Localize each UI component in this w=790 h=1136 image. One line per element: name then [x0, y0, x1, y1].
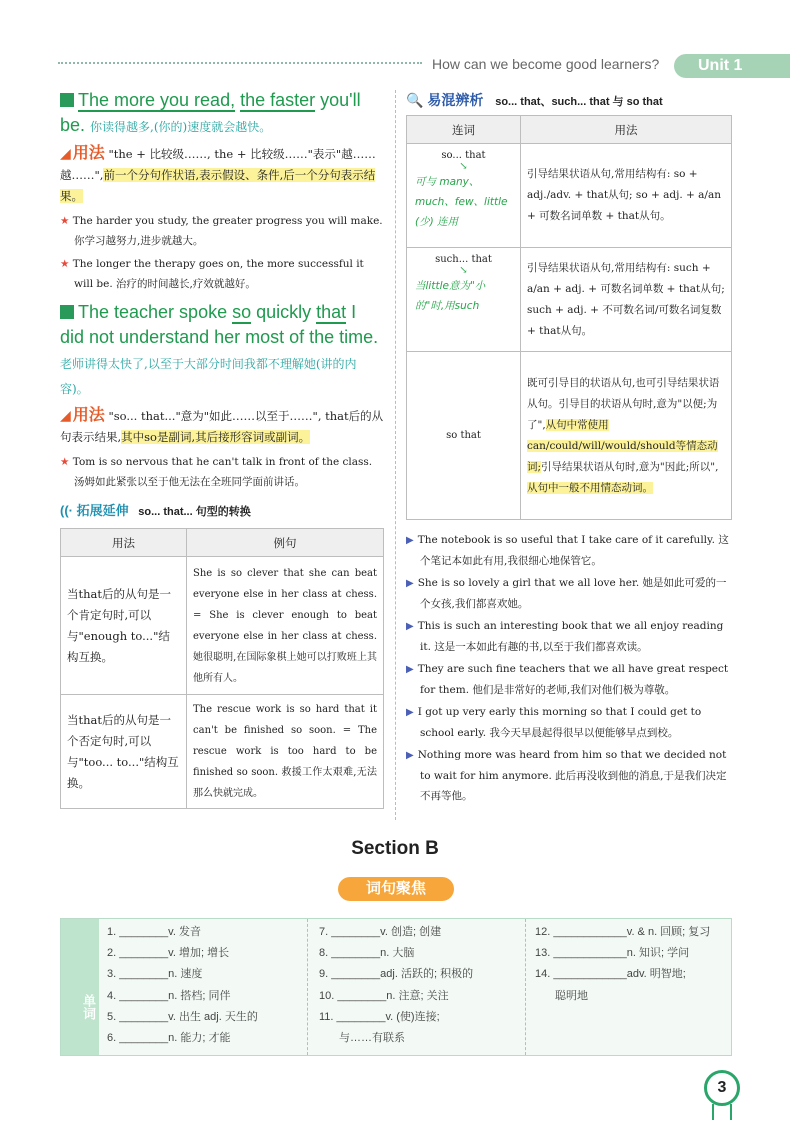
- example-item: ▶ She is so lovely a girl that we all love her. 她是如此可爱的一个女孩,我们都喜欢她。: [406, 577, 727, 610]
- table-row: so... that ↘ 可与 many、much、few、little (少) 连用 引导结果状语从句,常用结构有: so + adj./adv. + that从句; so + adj. + a/an + 可数名词单数 + that从句。: [407, 144, 732, 248]
- vocab-column-2: [319, 922, 473, 1049]
- wifi-icon: ((·: [60, 503, 73, 518]
- example-item: ▶ This is such an interesting book that we all enjoy reading it. 这是一本如此有趣的书,以至于我们都喜欢读。: [406, 620, 724, 653]
- vocab-item: 6. ________n. 能力; 才能: [107, 1031, 231, 1044]
- handwritten-note: 当little意为"小的"时,用such: [415, 280, 486, 312]
- arrow-icon: ↘: [459, 265, 468, 276]
- vocab-item: 5. ________v. 出生 adj. 天生的: [107, 1010, 258, 1023]
- example-3: ★ Tom is so nervous that he can't talk in front of the class. 汤姆如此紧张以至于他无法在全班同学面前讲话。: [60, 456, 373, 488]
- vocab-item: 7. ________v. 创造; 创建: [319, 926, 442, 938]
- extension-heading: ((· 拓展延伸 so... that... 句型的转换: [60, 503, 251, 518]
- page-number: 3: [717, 1079, 727, 1096]
- vocab-divider: [525, 919, 526, 1055]
- vocab-item: 1. ________v. 发音: [107, 926, 201, 938]
- vocab-item: 14. ____________adv. 明智地;: [535, 968, 686, 981]
- usage-note-2: ◢ 用法 "so... that..."意为"如此……以至于……", that后的从句表示结果,其中so是副词,其后接形容词或副词。: [60, 407, 384, 444]
- vocab-item: 聪明地: [555, 989, 588, 1002]
- section-title: Section B: [351, 838, 439, 859]
- vocab-item: 12. ____________v. & n. 回顾; 复习: [535, 926, 711, 938]
- unit-tab: Unit 1: [674, 54, 790, 78]
- magnifier-icon: 🔍: [406, 92, 424, 108]
- arrow-icon: ↘: [459, 161, 468, 172]
- star-icon: ★: [60, 258, 70, 270]
- vocab-item: 10. ________n. 注意; 关注: [319, 989, 449, 1002]
- table-header: 用法: [61, 529, 187, 557]
- star-icon: ★: [60, 215, 70, 227]
- table-header: 用法: [521, 116, 732, 144]
- handwritten-note: 可与 many、much、few、little (少) 连用: [415, 176, 508, 228]
- example-item: ▶ The notebook is so useful that I take care of it carefully. 这个笔记本如此有用,我很细心地保管它。: [406, 534, 729, 567]
- vocab-column-3: [535, 922, 710, 1007]
- vocab-item: 2. ________v. 增加; 增长: [107, 947, 230, 960]
- vocab-item: 4. ________n. 搭档; 同伴: [107, 989, 231, 1002]
- vocab-item: 13. ____________n. 知识; 学问: [535, 947, 690, 960]
- example-1: ★ The harder you study, the greater progress you will make. 你学习越努力,进步就越大。: [60, 215, 383, 247]
- table-row: 当that后的从句是一个肯定句时,可以与"enough to..."结构互换。 She is so clever that she can beat everyone else in her class at chess. = She is clever enough to beat everyone else in her class at chess. 她很聪明,在国际象棋上她可以打败班上其他所有人。: [61, 557, 384, 695]
- vocab-item: 8. ________n. 大脑: [319, 947, 415, 960]
- usage-note-1: ◢ 用法 "the + 比较级……, the + 比较级……"表示"越……越……",前一个分句作状语,表示假设、条件,后一个分句表示结果。: [60, 145, 376, 203]
- vocab-box: [60, 918, 732, 1056]
- heading-translation: 你读得越多,(你的)速度就会越快。: [90, 120, 272, 134]
- extension-table: [60, 528, 384, 809]
- header-title: How can we become good learners?: [432, 56, 660, 72]
- square-bullet-icon: [60, 93, 74, 107]
- table-header: 连词: [407, 116, 521, 144]
- table-row: such... that ↘ 当little意为"小的"时,用such 引导结果状语从句,常用结构有: such + a/an + adj. + 可数名词单数 + that从句; such + adj. + 不可数名词/可数名词复数 + that从句。: [407, 248, 732, 352]
- confuse-heading: 🔍 易混辨析 so... that、such... that 与 so that: [406, 92, 663, 108]
- confuse-table: [406, 115, 732, 520]
- vocab-column-1: [107, 922, 258, 1049]
- vocab-item: 9. ________adj. 活跃的; 积极的: [319, 968, 474, 981]
- heading-translation: 老师讲得太快了,以至于大部分时间我都不理解她(讲的内容)。: [60, 357, 357, 396]
- vocab-item: 11. ________v. (使)连接;: [319, 1010, 440, 1023]
- triangle-bullet-icon: ▶: [406, 535, 414, 546]
- example-item: ▶ Nothing more was heard from him so that we decided not to wait for him anymore. 此后再没收到他的消息,于是我们决定不再等他。: [406, 749, 727, 802]
- triangle-bullet-icon: ▶: [406, 750, 414, 761]
- header-dotted-rule: [58, 62, 422, 64]
- left-column: [60, 88, 384, 519]
- column-divider: [395, 90, 396, 820]
- page-number-badge: [704, 1070, 740, 1106]
- star-icon: ★: [60, 456, 70, 468]
- example-2: ★ The longer the therapy goes on, the more successful it will be. 治疗的时间越长,疗效就越好。: [60, 258, 364, 290]
- triangle-bullet-icon: ▶: [406, 621, 414, 632]
- table-header: 例句: [187, 529, 384, 557]
- vocab-item: 与……有联系: [339, 1031, 405, 1044]
- square-bullet-icon: [60, 305, 74, 319]
- triangle-bullet-icon: ▶: [406, 578, 414, 589]
- vocab-item: 3. ________n. 速度: [107, 968, 203, 981]
- heading-the-more: The more you read, the faster you'll be. 你读得越多,(你的)速度就会越快。: [60, 90, 361, 135]
- right-examples: [406, 530, 732, 808]
- example-item: ▶ I got up very early this morning so that I could get to school early. 我今天早晨起得很早以便能够早点到校。: [406, 706, 702, 739]
- vocab-divider: [307, 919, 308, 1055]
- pen-icon: ◢: [60, 408, 71, 424]
- pen-icon: ◢: [60, 146, 71, 162]
- table-row: 当that后的从句是一个否定句时,可以与"too... to..."结构互换。 The rescue work is so hard that it can't be finished so soon. = The rescue work is too hard to be finished so soon. 救援工作太艰难,无法那么快就完成。: [61, 695, 384, 809]
- vocab-label: 单词: [61, 919, 99, 1055]
- page-badge-ribbon: [712, 1104, 732, 1120]
- heading-so-that: The teacher spoke so quickly that I did not understand her most of the time. 老师讲得太快了,以至于大部分时间我都不理解她(讲的内容)。: [60, 302, 379, 396]
- table-row: so that 既可引导目的状语从句,也可引导结果状语从句。引导目的状语从句时,意为"以便;为了",从句中常使用can/could/will/would/should等情态动词;引导结果状语从句时,意为"因此;所以",从句中一般不用情态动词。: [407, 352, 732, 520]
- example-item: ▶ They are such fine teachers that we all have great respect for them. 他们是非常好的老师,我们对他们极为尊敬。: [406, 663, 729, 696]
- triangle-bullet-icon: ▶: [406, 664, 414, 675]
- section-pill: 词句聚焦: [338, 877, 454, 901]
- triangle-bullet-icon: ▶: [406, 707, 414, 718]
